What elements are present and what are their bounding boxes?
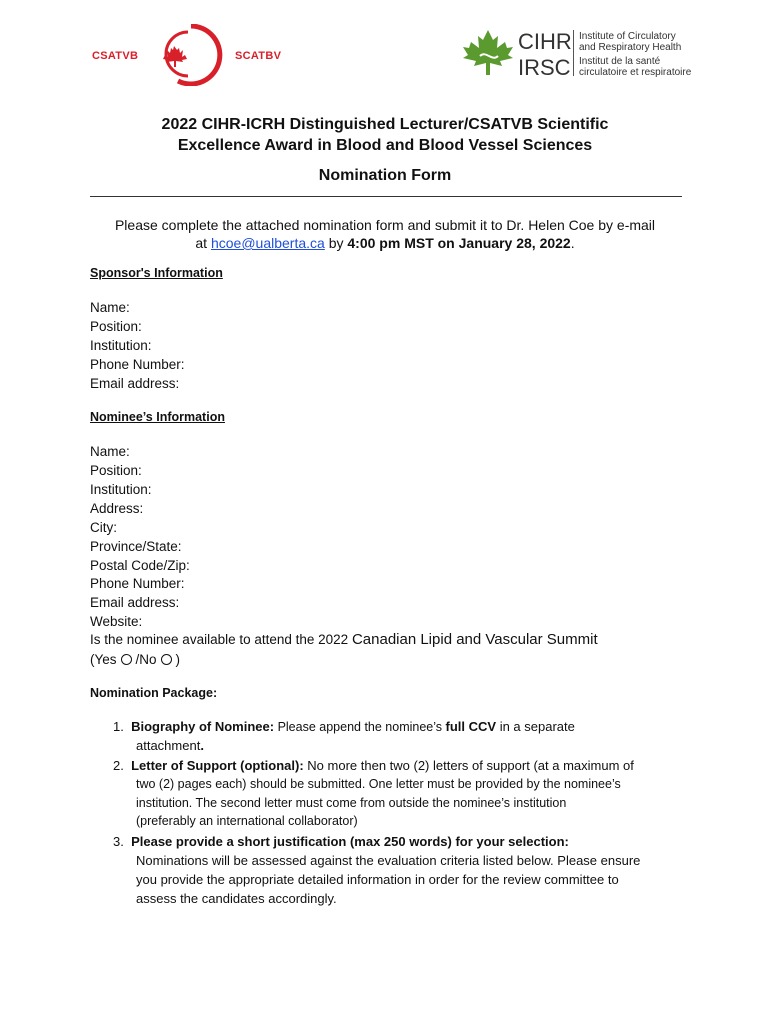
irsc-institute-line: Institut de la santé [579, 56, 661, 67]
item-text: in a separate [496, 719, 575, 734]
sponsor-field: Email address: [90, 376, 180, 391]
irsc-institute-name [579, 56, 691, 78]
intro-by: by [328, 235, 344, 251]
attend-question-start: Is the nominee available to attend the 2022 [90, 632, 349, 647]
package-item-2-cont: institution. The second letter must come from outside the nominee’s institution [136, 796, 567, 810]
intro-at: at [195, 235, 208, 251]
sponsor-field: Phone Number: [90, 357, 185, 372]
item-text: No more then two (2) letters of support (at a maximum of [303, 758, 634, 773]
item-text: Please append the nominee’s [274, 720, 446, 734]
nominee-field: Position: [90, 463, 142, 478]
summit-name: Canadian Lipid and Vascular Summit [351, 631, 598, 648]
sponsor-field: Position: [90, 319, 142, 334]
sponsor-heading: Sponsor's Information [90, 266, 223, 280]
cihr-institute-name [579, 31, 681, 53]
package-item-2 [113, 756, 678, 775]
yes-label: (Yes [90, 652, 117, 667]
sponsor-field: Institution: [90, 338, 152, 353]
item-text: attachment [136, 738, 201, 753]
package-heading: Nomination Package: [90, 686, 218, 700]
scatbv-text: SCATBV [235, 50, 282, 62]
sponsor-field: Name: [90, 300, 130, 315]
package-item-2-cont: two (2) pages each) should be submitted. One letter must be provided by the nominee’s [136, 777, 621, 791]
email-link[interactable]: hcoe@ualberta.ca [210, 235, 325, 251]
no-radio[interactable] [161, 654, 172, 665]
item-number: 3. [113, 834, 124, 849]
cihr-maple-leaf-icon [462, 28, 514, 78]
cihr-wordmark: CIHR [518, 29, 572, 54]
yes-radio[interactable] [121, 654, 132, 665]
item-title: Letter of Support (optional): [131, 758, 304, 773]
nominee-field: Address: [90, 501, 144, 516]
cihr-institute-line: Institute of Circulatory [579, 31, 676, 42]
nominee-field: Province/State: [90, 539, 182, 554]
cihr-institute-line: and Respiratory Health [579, 42, 682, 53]
divider [90, 196, 682, 197]
intro-text: Please complete the attached nomination form and submit it to Dr. Helen Coe by e-mail [114, 217, 656, 233]
nominee-field: Name: [90, 444, 130, 459]
nominee-field: Phone Number: [90, 576, 185, 591]
nominee-field: Email address: [90, 595, 180, 610]
irsc-wordmark: IRSC [518, 55, 571, 80]
item-bold-text: full CCV [445, 719, 497, 734]
item-title: Biography of Nominee: [131, 719, 275, 734]
attend-close: ) [175, 652, 181, 667]
package-item-3 [113, 832, 678, 851]
nominee-heading: Nominee’s Information [90, 410, 225, 424]
logo-divider [573, 30, 574, 76]
item-title: Please provide a short justification (max 250 words) for your selection: [131, 834, 569, 849]
page-title-line1: 2022 CIHR-ICRH Distinguished Lecturer/CSATVB Scientific [161, 116, 609, 133]
item-number: 2. [113, 758, 124, 773]
attend-question [90, 631, 598, 649]
package-item-3-cont: assess the candidates accordingly. [136, 891, 337, 906]
intro-text-line2 [60, 234, 710, 252]
intro-period: . [570, 235, 575, 251]
package-item-3-cont: Nominations will be assessed against the evaluation criteria listed below. Please ensure [136, 853, 641, 868]
nominee-field: Institution: [90, 482, 152, 497]
package-item-1 [113, 717, 678, 737]
page-title-line2: Excellence Award in Blood and Blood Vessel Sciences [177, 137, 593, 154]
nominee-field: Postal Code/Zip: [90, 558, 190, 573]
nominee-field: Website: [90, 614, 143, 629]
package-item-2-cont: (preferably an international collaborator) [136, 814, 358, 828]
item-bold-text: . [200, 738, 204, 753]
item-number: 1. [113, 719, 124, 734]
csatvb-text: CSATVB [92, 50, 139, 62]
irsc-institute-line: circulatoire et respiratoire [579, 67, 692, 78]
no-label: /No [135, 652, 157, 667]
package-item-1-cont [136, 736, 681, 755]
nominee-field: City: [90, 520, 117, 535]
deadline: 4:00 pm MST on January 28, 2022 [347, 235, 571, 251]
attend-options [90, 651, 180, 669]
package-item-3-cont: you provide the appropriate detailed information in order for the review committee to [136, 872, 619, 887]
form-title: Nomination Form [318, 167, 452, 184]
